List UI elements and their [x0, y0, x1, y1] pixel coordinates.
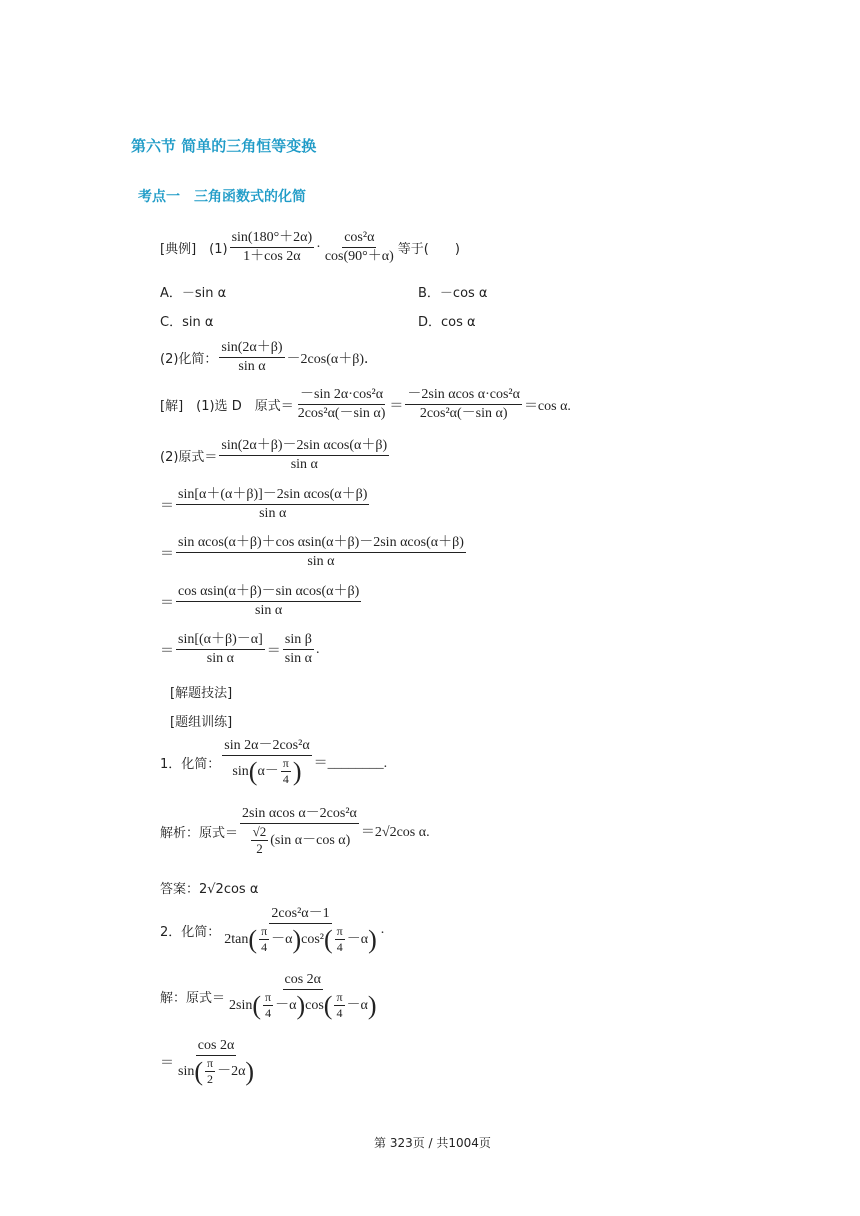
fraction — [176, 1038, 256, 1086]
denominator: 2 — [256, 841, 263, 856]
fraction — [323, 230, 396, 265]
dot: · — [316, 239, 321, 255]
part2-tail: －2cos(α＋β)． — [286, 351, 378, 367]
denominator: 4 — [265, 1006, 272, 1020]
option-c: C．sin α — [160, 315, 214, 330]
numerator: π — [207, 1056, 214, 1070]
numerator: 2cos²α－1 — [269, 906, 331, 924]
den-tail: (sin α－cos α) — [270, 832, 351, 848]
pi-fraction — [259, 925, 269, 954]
solution-2-step — [160, 1038, 258, 1086]
equals: ＝ — [160, 643, 174, 659]
denominator: 4 — [336, 1006, 343, 1020]
pi-fraction — [335, 925, 345, 954]
denominator — [222, 924, 378, 954]
solution-2 — [160, 972, 381, 1020]
numerator: sin[α＋(α＋β)]－2sin αcos(α＋β) — [176, 487, 369, 505]
analysis-1 — [160, 806, 430, 856]
fraction — [240, 806, 359, 856]
equals: ＝ — [160, 498, 174, 514]
numerator: π — [336, 924, 343, 938]
period: . — [380, 922, 385, 937]
kaodian-title: 考点一 三角函数式的化简 — [138, 189, 306, 205]
answer-1: 答案：2√2cos α — [160, 882, 259, 897]
solution-step — [160, 535, 468, 570]
left-paren: ( — [324, 924, 333, 954]
right-paren: ) — [292, 924, 302, 954]
inner-expr: －α — [271, 931, 293, 947]
right-paren: ) — [292, 756, 302, 786]
sin-fn: sin — [232, 763, 249, 779]
denominator: 2cos²α(－sin α) — [419, 406, 508, 421]
fraction — [219, 438, 389, 473]
pi-fraction — [281, 757, 291, 786]
jieti-label: [解题技法] — [170, 686, 233, 701]
fraction — [222, 906, 378, 954]
page-footer: 第 323页 / 共1004页 — [374, 1136, 491, 1150]
equals: ＝ — [160, 1056, 174, 1071]
right-paren: ) — [368, 924, 377, 954]
solution-part2-line — [160, 438, 391, 473]
inner-expr: －α — [346, 931, 369, 947]
fraction — [176, 535, 466, 570]
sin-fn: sin — [178, 1063, 195, 1079]
option-b: B．－cos α — [418, 286, 488, 301]
right-paren: ) — [245, 1056, 255, 1086]
numerator: sin[(α＋β)－α] — [176, 632, 265, 650]
numerator: －sin 2α·cos²α — [298, 387, 385, 405]
solution-result: ＝cos α. — [523, 398, 571, 414]
a1-result: ＝2√2cos α. — [360, 825, 430, 840]
denominator: 2cos²α(－sin α) — [297, 406, 386, 421]
fraction — [283, 632, 314, 667]
question-1 — [160, 738, 387, 786]
numerator: cos 2α — [196, 1038, 237, 1056]
denominator: sin α — [259, 506, 287, 521]
example-part2 — [160, 340, 378, 375]
right-paren: ) — [296, 990, 306, 1020]
option-d: D．cos α — [418, 315, 476, 330]
denominator: 4 — [282, 772, 289, 786]
q2-label: 2．化简： — [160, 924, 221, 940]
numerator: sin αcos(α＋β)＋cos αsin(α＋β)－2sin αcos(α＋β) — [176, 535, 466, 553]
fraction — [176, 487, 369, 522]
example-label: [典例] (1) — [160, 242, 228, 257]
numerator: sin 2α－2cos²α — [222, 738, 311, 756]
numerator: π — [265, 990, 272, 1004]
denominator: sin α — [284, 651, 312, 666]
example-tail: 等于( ) — [397, 242, 460, 257]
numerator: π — [336, 990, 343, 1004]
left-paren: ( — [252, 990, 262, 1020]
option-a: A．－sin α — [160, 286, 227, 301]
cos-fn: cos — [305, 997, 324, 1013]
inner-expr: －α — [275, 997, 297, 1013]
inner-expr: －2α — [217, 1063, 246, 1079]
sin-fn: 2sin — [229, 997, 253, 1013]
equals: ＝ — [160, 595, 174, 611]
pi-fraction — [334, 991, 344, 1020]
equals: ＝ — [266, 643, 281, 659]
fraction — [222, 738, 311, 786]
left-paren: ( — [248, 756, 258, 786]
numerator: sin(180°＋2α) — [230, 230, 315, 248]
numerator: cos²α — [342, 230, 376, 248]
section-title: 第六节 简单的三角恒等变换 — [131, 137, 317, 155]
left-paren: ( — [323, 990, 333, 1020]
numerator: √2 — [252, 824, 267, 839]
tan-fn: 2tan — [224, 931, 249, 947]
numerator: cos 2α — [283, 972, 324, 990]
period: . — [315, 641, 320, 657]
numerator: π — [282, 756, 289, 770]
denominator: cos(90°＋α) — [324, 249, 394, 264]
denominator: 2 — [207, 1072, 214, 1086]
denominator: sin α — [238, 359, 266, 374]
pi-fraction — [205, 1057, 215, 1086]
numerator: sin(2α＋β)－2sin αcos(α＋β) — [219, 438, 389, 456]
denominator: 4 — [336, 940, 343, 954]
left-paren: ( — [194, 1056, 204, 1086]
denominator — [230, 756, 303, 786]
pi-fraction — [263, 991, 273, 1020]
numerator: π — [261, 924, 268, 938]
numerator: 2sin αcos α－2cos²α — [240, 806, 359, 824]
denominator — [247, 824, 353, 856]
denominator: sin α — [307, 554, 335, 569]
denominator: 4 — [261, 940, 268, 954]
part2-label: (2)原式＝ — [160, 450, 218, 465]
denominator: 1＋cos 2α — [243, 249, 301, 264]
inner-expr: －α — [346, 997, 368, 1013]
fraction — [176, 584, 361, 619]
equals: ＝ — [389, 398, 404, 414]
right-paren: ) — [367, 990, 377, 1020]
solution-line-1 — [160, 387, 571, 422]
denominator — [227, 990, 379, 1020]
fraction — [296, 387, 388, 422]
tizu-label: [题组训练] — [170, 715, 233, 730]
blank: ＝________. — [313, 756, 388, 771]
solution-step — [160, 632, 319, 667]
left-paren: ( — [248, 924, 258, 954]
fraction — [219, 340, 284, 375]
a2-label: 解：原式＝ — [160, 990, 226, 1006]
q1-label: 1．化简： — [160, 756, 221, 772]
fraction — [405, 387, 522, 422]
a1-label: 解析：原式＝ — [160, 825, 239, 841]
question-2 — [160, 906, 384, 954]
part2-label: (2)化简： — [160, 352, 218, 367]
denominator: sin α — [206, 651, 234, 666]
solution-step — [160, 584, 363, 619]
equals: ＝ — [160, 546, 174, 562]
denominator: sin α — [255, 603, 283, 618]
inner-expr: α－ — [257, 763, 279, 779]
solution-label: [解] (1)选 D 原式＝ — [160, 399, 294, 414]
solution-step — [160, 487, 371, 522]
numerator: －2sin αcos α·cos²α — [405, 387, 522, 405]
sqrt-fraction — [251, 825, 269, 856]
numerator: sin(2α＋β) — [219, 340, 284, 358]
denominator — [176, 1056, 256, 1086]
denominator: sin α — [290, 457, 318, 472]
fraction — [176, 632, 265, 667]
fraction — [230, 230, 315, 265]
example-line — [160, 230, 460, 265]
numerator: cos αsin(α＋β)－sin αcos(α＋β) — [176, 584, 361, 602]
fraction — [227, 972, 379, 1020]
numerator: sin β — [283, 632, 314, 650]
cos-fn: cos² — [301, 931, 324, 947]
